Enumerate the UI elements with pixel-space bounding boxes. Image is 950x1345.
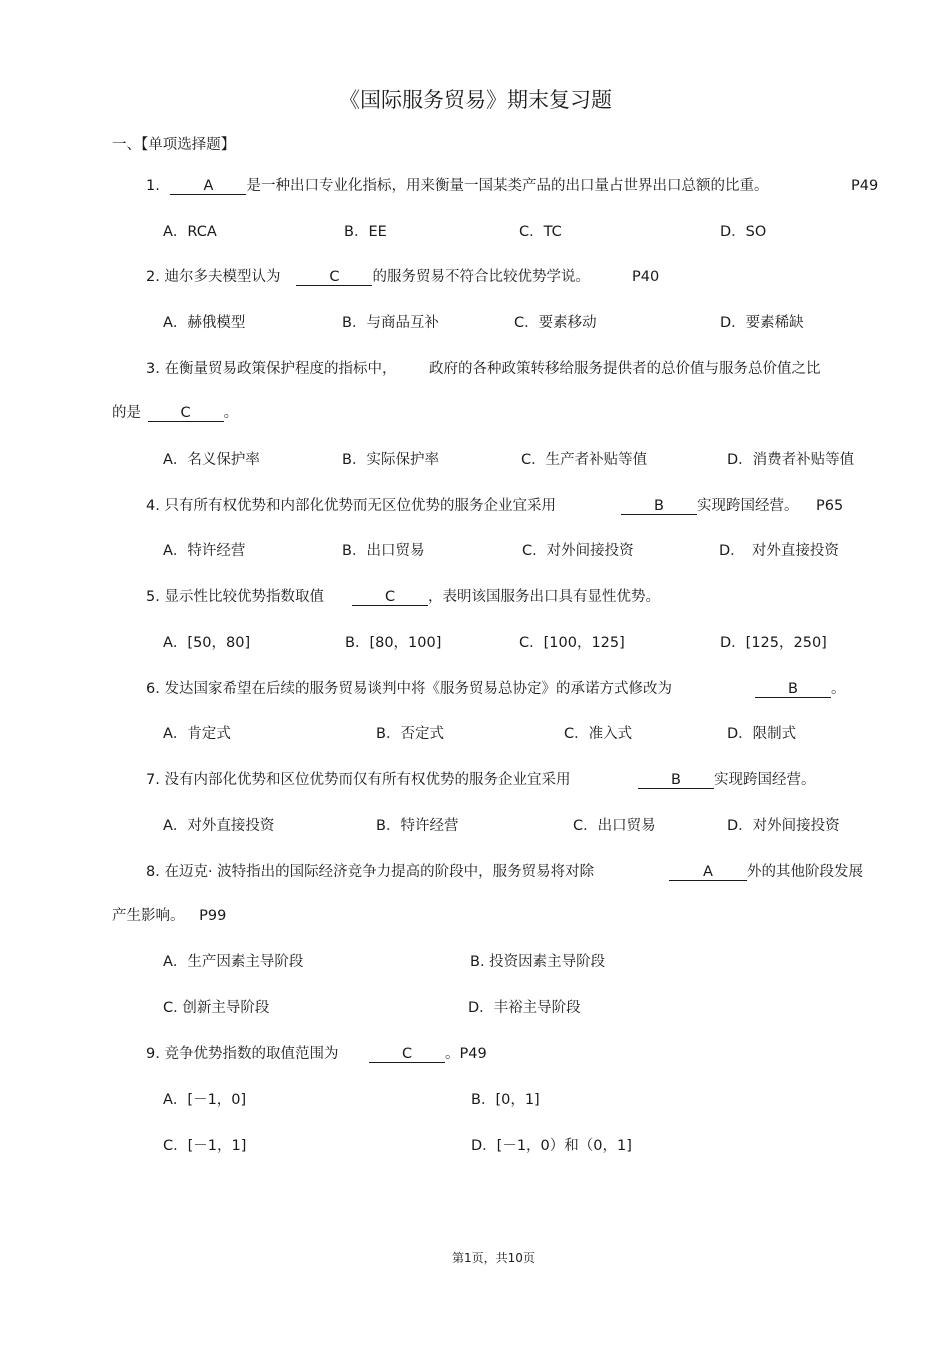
option: C．要素移动 xyxy=(514,315,597,331)
question-8-line-2 xyxy=(112,907,226,925)
option: B．否定式 xyxy=(376,726,444,742)
option: B．EE xyxy=(344,224,387,240)
option: A．生产因素主导阶段 xyxy=(163,954,304,970)
answer-blank: C xyxy=(148,405,224,422)
question-8 xyxy=(146,863,594,881)
option: D．要素稀缺 xyxy=(720,315,804,331)
question-text: 。 xyxy=(223,405,239,421)
page-reference: P65 xyxy=(816,498,844,514)
question-number: 9. xyxy=(146,1046,160,1062)
question-2 xyxy=(146,268,590,286)
page-reference: P49 xyxy=(851,178,879,194)
page-title: 《国际服务贸易》期末复习题 xyxy=(339,88,612,112)
question-number: 3. xyxy=(146,361,160,377)
option: D． 对外直接投资 xyxy=(719,543,839,559)
question-text: 没有内部化优势和区位优势而仅有所有权优势的服务企业宜采用 xyxy=(164,772,571,788)
question-text: 发达国家希望在后续的服务贸易谈判中将《服务贸易总协定》的承诺方式修改为 xyxy=(164,681,672,697)
question-6-tail xyxy=(755,680,846,698)
option: D．SO xyxy=(720,224,767,240)
option: B. 投资因素主导阶段 xyxy=(470,954,606,970)
answer-blank: B xyxy=(621,498,697,515)
option: B．[0，1] xyxy=(471,1092,540,1108)
page-reference: P99 xyxy=(199,908,227,924)
question-8-tail xyxy=(669,863,863,881)
question-text: 的服务贸易不符合比较优势学说。 xyxy=(372,269,590,285)
question-text: 只有所有权优势和内部化优势而无区位优势的服务企业宜采用 xyxy=(164,498,556,514)
option: B．[80，100] xyxy=(345,635,442,651)
option: A．肯定式 xyxy=(163,726,231,742)
question-4 xyxy=(146,497,556,515)
option: A．赫俄模型 xyxy=(163,315,246,331)
question-text: 产生影响。 xyxy=(112,908,185,924)
option: B．特许经营 xyxy=(376,818,459,834)
option: D．丰裕主导阶段 xyxy=(468,1000,581,1016)
question-number: 5. xyxy=(146,589,160,605)
question-text: 的是 xyxy=(112,405,141,421)
page-reference: P40 xyxy=(632,269,660,285)
answer-blank: C xyxy=(352,589,428,606)
question-number: 8. xyxy=(146,864,160,880)
question-9-tail xyxy=(369,1045,487,1063)
answer-blank: C xyxy=(296,269,372,286)
option: C．[100，125] xyxy=(519,635,625,651)
answer-blank: A xyxy=(669,864,747,881)
option: A．对外直接投资 xyxy=(163,818,275,834)
option: B．实际保护率 xyxy=(342,452,439,468)
question-number: 4. xyxy=(146,498,160,514)
question-6 xyxy=(146,680,672,698)
question-text: 在迈克· 波特指出的国际经济竞争力提高的阶段中，服务贸易将对除 xyxy=(164,864,595,880)
option: C．[－1，1] xyxy=(163,1138,247,1154)
option: C．对外间接投资 xyxy=(522,543,634,559)
option: A．特许经营 xyxy=(163,543,246,559)
question-text: 在衡量贸易政策保护程度的指标中， xyxy=(164,361,397,377)
question-text: 实现跨国经营。 xyxy=(714,772,816,788)
question-number: 2. xyxy=(146,269,160,285)
option: D．限制式 xyxy=(727,726,797,742)
question-text: 显示性比较优势指数取值 xyxy=(164,589,324,605)
question-7 xyxy=(146,771,570,789)
question-7-tail xyxy=(638,771,816,789)
answer-blank: A xyxy=(170,178,246,195)
question-number: 7. xyxy=(146,772,160,788)
answer-blank: C xyxy=(369,1046,445,1063)
question-text: 外的其他阶段发展 xyxy=(747,864,863,880)
option: C．出口贸易 xyxy=(573,818,656,834)
option: C．准入式 xyxy=(564,726,633,742)
section-heading: 一、【单项选择题】 xyxy=(112,137,236,153)
question-3-line-2 xyxy=(112,404,238,422)
answer-blank: B xyxy=(638,772,714,789)
question-text: 政府的各种政策转移给服务提供者的总价值与服务总价值之比 xyxy=(429,361,821,377)
option: D．[125，250] xyxy=(720,635,827,651)
question-9 xyxy=(146,1045,338,1063)
option: C．生产者补贴等值 xyxy=(521,452,648,468)
question-text: 迪尔多夫模型认为 xyxy=(164,269,281,285)
option: A．[50，80] xyxy=(163,635,251,651)
option: A．RCA xyxy=(163,224,217,240)
answer-blank: B xyxy=(755,681,831,698)
option: D．消费者补贴等值 xyxy=(727,452,855,468)
page-footer: 第1页，共10页 xyxy=(452,1251,535,1265)
question-text: 竞争优势指数的取值范围为 xyxy=(164,1046,339,1062)
question-text: 。P49 xyxy=(445,1046,487,1062)
option: D．对外间接投资 xyxy=(727,818,840,834)
option: C．TC xyxy=(519,224,562,240)
question-4-tail xyxy=(621,497,799,515)
question-1 xyxy=(146,177,768,195)
option: A．名义保护率 xyxy=(163,452,260,468)
option: B．与商品互补 xyxy=(342,315,439,331)
question-number: 1. xyxy=(146,178,160,194)
question-number: 6. xyxy=(146,681,160,697)
option: C. 创新主导阶段 xyxy=(163,1000,270,1016)
question-text: 是一种出口专业化指标，用来衡量一国某类产品的出口量占世界出口总额的比重。 xyxy=(246,178,769,194)
question-text: ，表明该国服务出口具有显性优势。 xyxy=(428,589,660,605)
question-3 xyxy=(146,360,396,378)
question-text: 。 xyxy=(831,681,846,697)
question-text: 实现跨国经营。 xyxy=(697,498,799,514)
option: A．[－1，0] xyxy=(163,1092,247,1108)
option: B．出口贸易 xyxy=(342,543,425,559)
question-5-tail xyxy=(352,588,660,606)
question-5 xyxy=(146,588,324,606)
option: D．[－1，0）和（0，1] xyxy=(471,1138,632,1154)
